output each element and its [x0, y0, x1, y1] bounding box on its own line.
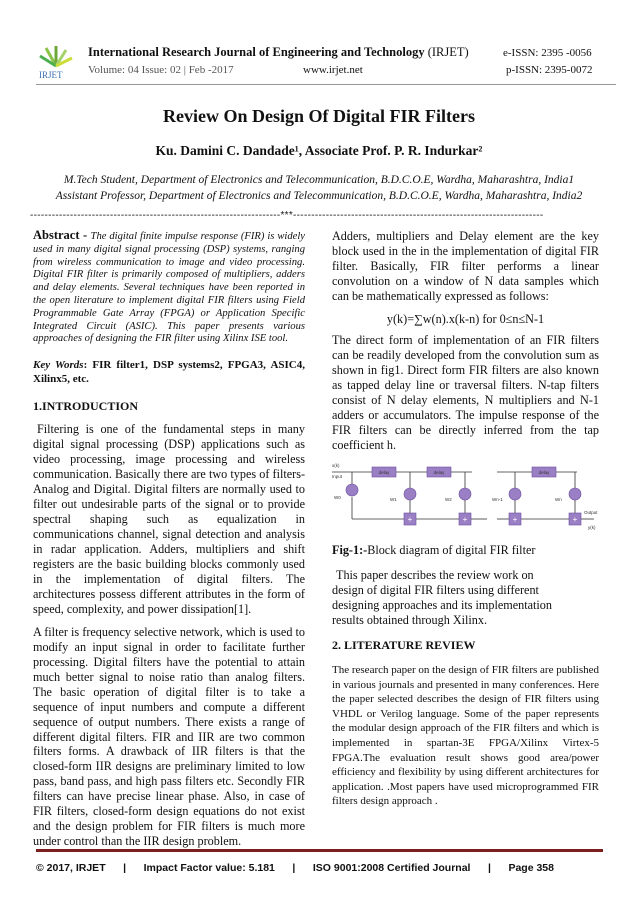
svg-text:+: +: [572, 515, 578, 524]
footer-sep: |: [487, 862, 491, 874]
w0-label: W0: [334, 495, 341, 500]
paper-title: Review On Design Of Digital FIR Filters: [163, 106, 475, 126]
output-label: Output: [584, 510, 598, 515]
svg-text:+: +: [407, 515, 413, 524]
literature-heading: 2. LITERATURE REVIEW: [332, 638, 476, 652]
input-xk-label: x(k): [332, 463, 340, 468]
footer-page: Page 358: [508, 862, 554, 874]
right-paragraph-1: Adders, multipliers and Delay element are the key block used in the in the implementation of digital FIR filter. Basically, FIR filter performs a linear convolution on a window of N data samples which can be mathematically expressed as follows:: [332, 229, 599, 303]
intro-paragraph-2: A filter is frequency selective network, which is used to modify an input signal in order to facilitate further processing. Digital filters have the potential to attain much better signal to noise ratio than analog filters. The basic operation of digital filter is to take a sequence of input numbers and compute a different sequence of output numbers. There exists a range of different digital filters. FIR and IIR are two common filters forms. A drawback of IIR filters is that the closed-form IIR designs are preliminary limited to low pass, band pass, and high pass filters etc. Secondly FIR filters can have precise linear phase. Also, in case of FIR filters, closed-form design equations do not exist and the design problem for FIR filters is much more under control than the IIR design problem.: [33, 625, 305, 848]
footer-impact: Impact Factor value: 5.181: [143, 862, 275, 874]
svg-text:+: +: [462, 515, 468, 524]
svg-text:+: +: [512, 515, 518, 524]
fir-block-diagram: [332, 459, 602, 537]
intro-paragraph-1: Filtering is one of the fundamental steps in many digital signal processing (DSP) applications such as video processing, image processing and wireless communication. Basically there are two types of filters- Analog and Digital. Digital filters are normally used to filter out undesirable parts of the signal or to provide spectral shaping such as equalization in communications channel, signal detection and analysis in radar application. Adders, multipliers and shift registers are the basic building blocks commonly used in the implementation of digital filters. The architectures possess different attributes in the form of speed, complexity, and power dissipation[1].: [33, 422, 305, 617]
footer-iso: ISO 9001:2008 Certified Journal: [312, 862, 471, 874]
section-separator: ---------------------------------------------------------------------***---------------------------------------------------------------------: [30, 210, 544, 221]
volume-issue: Volume: 04 Issue: 02 | Feb -2017: [88, 64, 234, 76]
authors: Ku. Damini C. Dandade¹, Associate Prof. P. R. Indurkar²: [155, 143, 483, 158]
w1-label: W1: [390, 497, 397, 502]
right-paragraph-2: The direct form of implementation of an FIR filters can be readily developed from the convolution sum as shown in fig1. Direct form FIR filters are also known as tapped delay line or traversal filters. N-tap filters consist of N delay elements, N multipliers and N-1 adders or accumulators. The impulse response of the FIR filters can be directly inferred from the tap coefficient h.: [332, 333, 599, 452]
abstract: [33, 229, 305, 346]
caption-text: Block diagram of digital FIR filter: [367, 543, 536, 557]
delay-label: delay: [538, 470, 550, 475]
footer-copyright: © 2017, IRJET: [36, 862, 106, 874]
keywords: [33, 358, 305, 386]
wn-label: Wn: [555, 497, 562, 502]
left-column: [33, 229, 305, 849]
figure-caption: [332, 543, 599, 558]
convolution-equation: y(k)=∑w(n).x(k-n) for 0≤n≤N-1: [386, 312, 545, 326]
svg-text:IRJET: IRJET: [39, 70, 63, 80]
affiliation-1: M.Tech Student, Department of Electronics and Telecommunication, B.D.C.O.E, Wardha, Maharashtra, India1: [63, 174, 575, 186]
eissn: e-ISSN: 2395 -0056: [503, 47, 592, 59]
wn1-label: Wn-1: [492, 497, 503, 502]
right-column: [332, 229, 599, 809]
delay-label: delay: [378, 470, 390, 475]
delay-label: delay: [433, 470, 445, 475]
affiliations: [0, 172, 638, 204]
footer-sep: |: [123, 862, 127, 874]
caption-label: Fig-1:-: [332, 543, 368, 557]
intro-heading: 1.INTRODUCTION: [33, 399, 139, 414]
journal-name: International Research Journal of Engineering and Technology: [88, 45, 425, 59]
footer: [36, 862, 554, 874]
journal-title: [88, 45, 469, 60]
website-link[interactable]: www.irjet.net: [303, 64, 363, 76]
footer-sep: |: [292, 862, 296, 874]
right-paragraph-4: The research paper on the design of FIR filters are published in various journals and presented in many conferences. Here the paper selected describes the design of FIR filters using VHDL or Verilog language. Some of the paper represents the modular design approach of the FIR filters and which is implemented in spartan-3E FPGA/Xilinx Virtex-5 FPGA.The evaluation result shows good area/power efficiency and flexibility by using different architectures for application. .Most papers have used microprogrammed FIR filters design approach .: [332, 664, 599, 808]
output-yk-label: y(k): [588, 525, 596, 530]
irjet-logo: [36, 44, 76, 80]
footer-divider: [36, 849, 603, 852]
affiliation-2: Assistant Professor, Department of Electronics and Telecommunication, B.D.C.O.E, Wardha, Maharashtra, India2: [55, 190, 583, 202]
keywords-label: Key Words: [33, 359, 84, 372]
w2-label: W2: [445, 497, 452, 502]
abstract-label: Abstract -: [33, 228, 91, 242]
keywords-text: : FIR filter1, DSP systems2, FPGA3, ASIC4, Xilinx5, etc.: [33, 359, 305, 386]
abstract-text: The digital finite impulse response (FIR) is widely used in many digital signal processing (DSP) systems, ranging from wireless communication to image and video processing. Digital FIR filter is primarily composed of multipliers, adders and delay elements. Several techniques have been reported in the open literature to implement digital FIR filters using Field Programmable Gate Array (FPGA) or Application Specific Integrated Circuit (ASIC). This paper presents various approaches of designing the FIR filter using Xilinx ISE tool.: [33, 231, 305, 345]
input-label: Input: [332, 474, 343, 479]
header-divider: [36, 84, 616, 85]
right-paragraph-3: This paper describes the review work on design of digital FIR filters using different designing approaches and its implementation results obtained through Xilinx.: [332, 568, 552, 627]
journal-abbrev: (IRJET): [427, 45, 469, 59]
pissn: p-ISSN: 2395-0072: [506, 64, 593, 76]
